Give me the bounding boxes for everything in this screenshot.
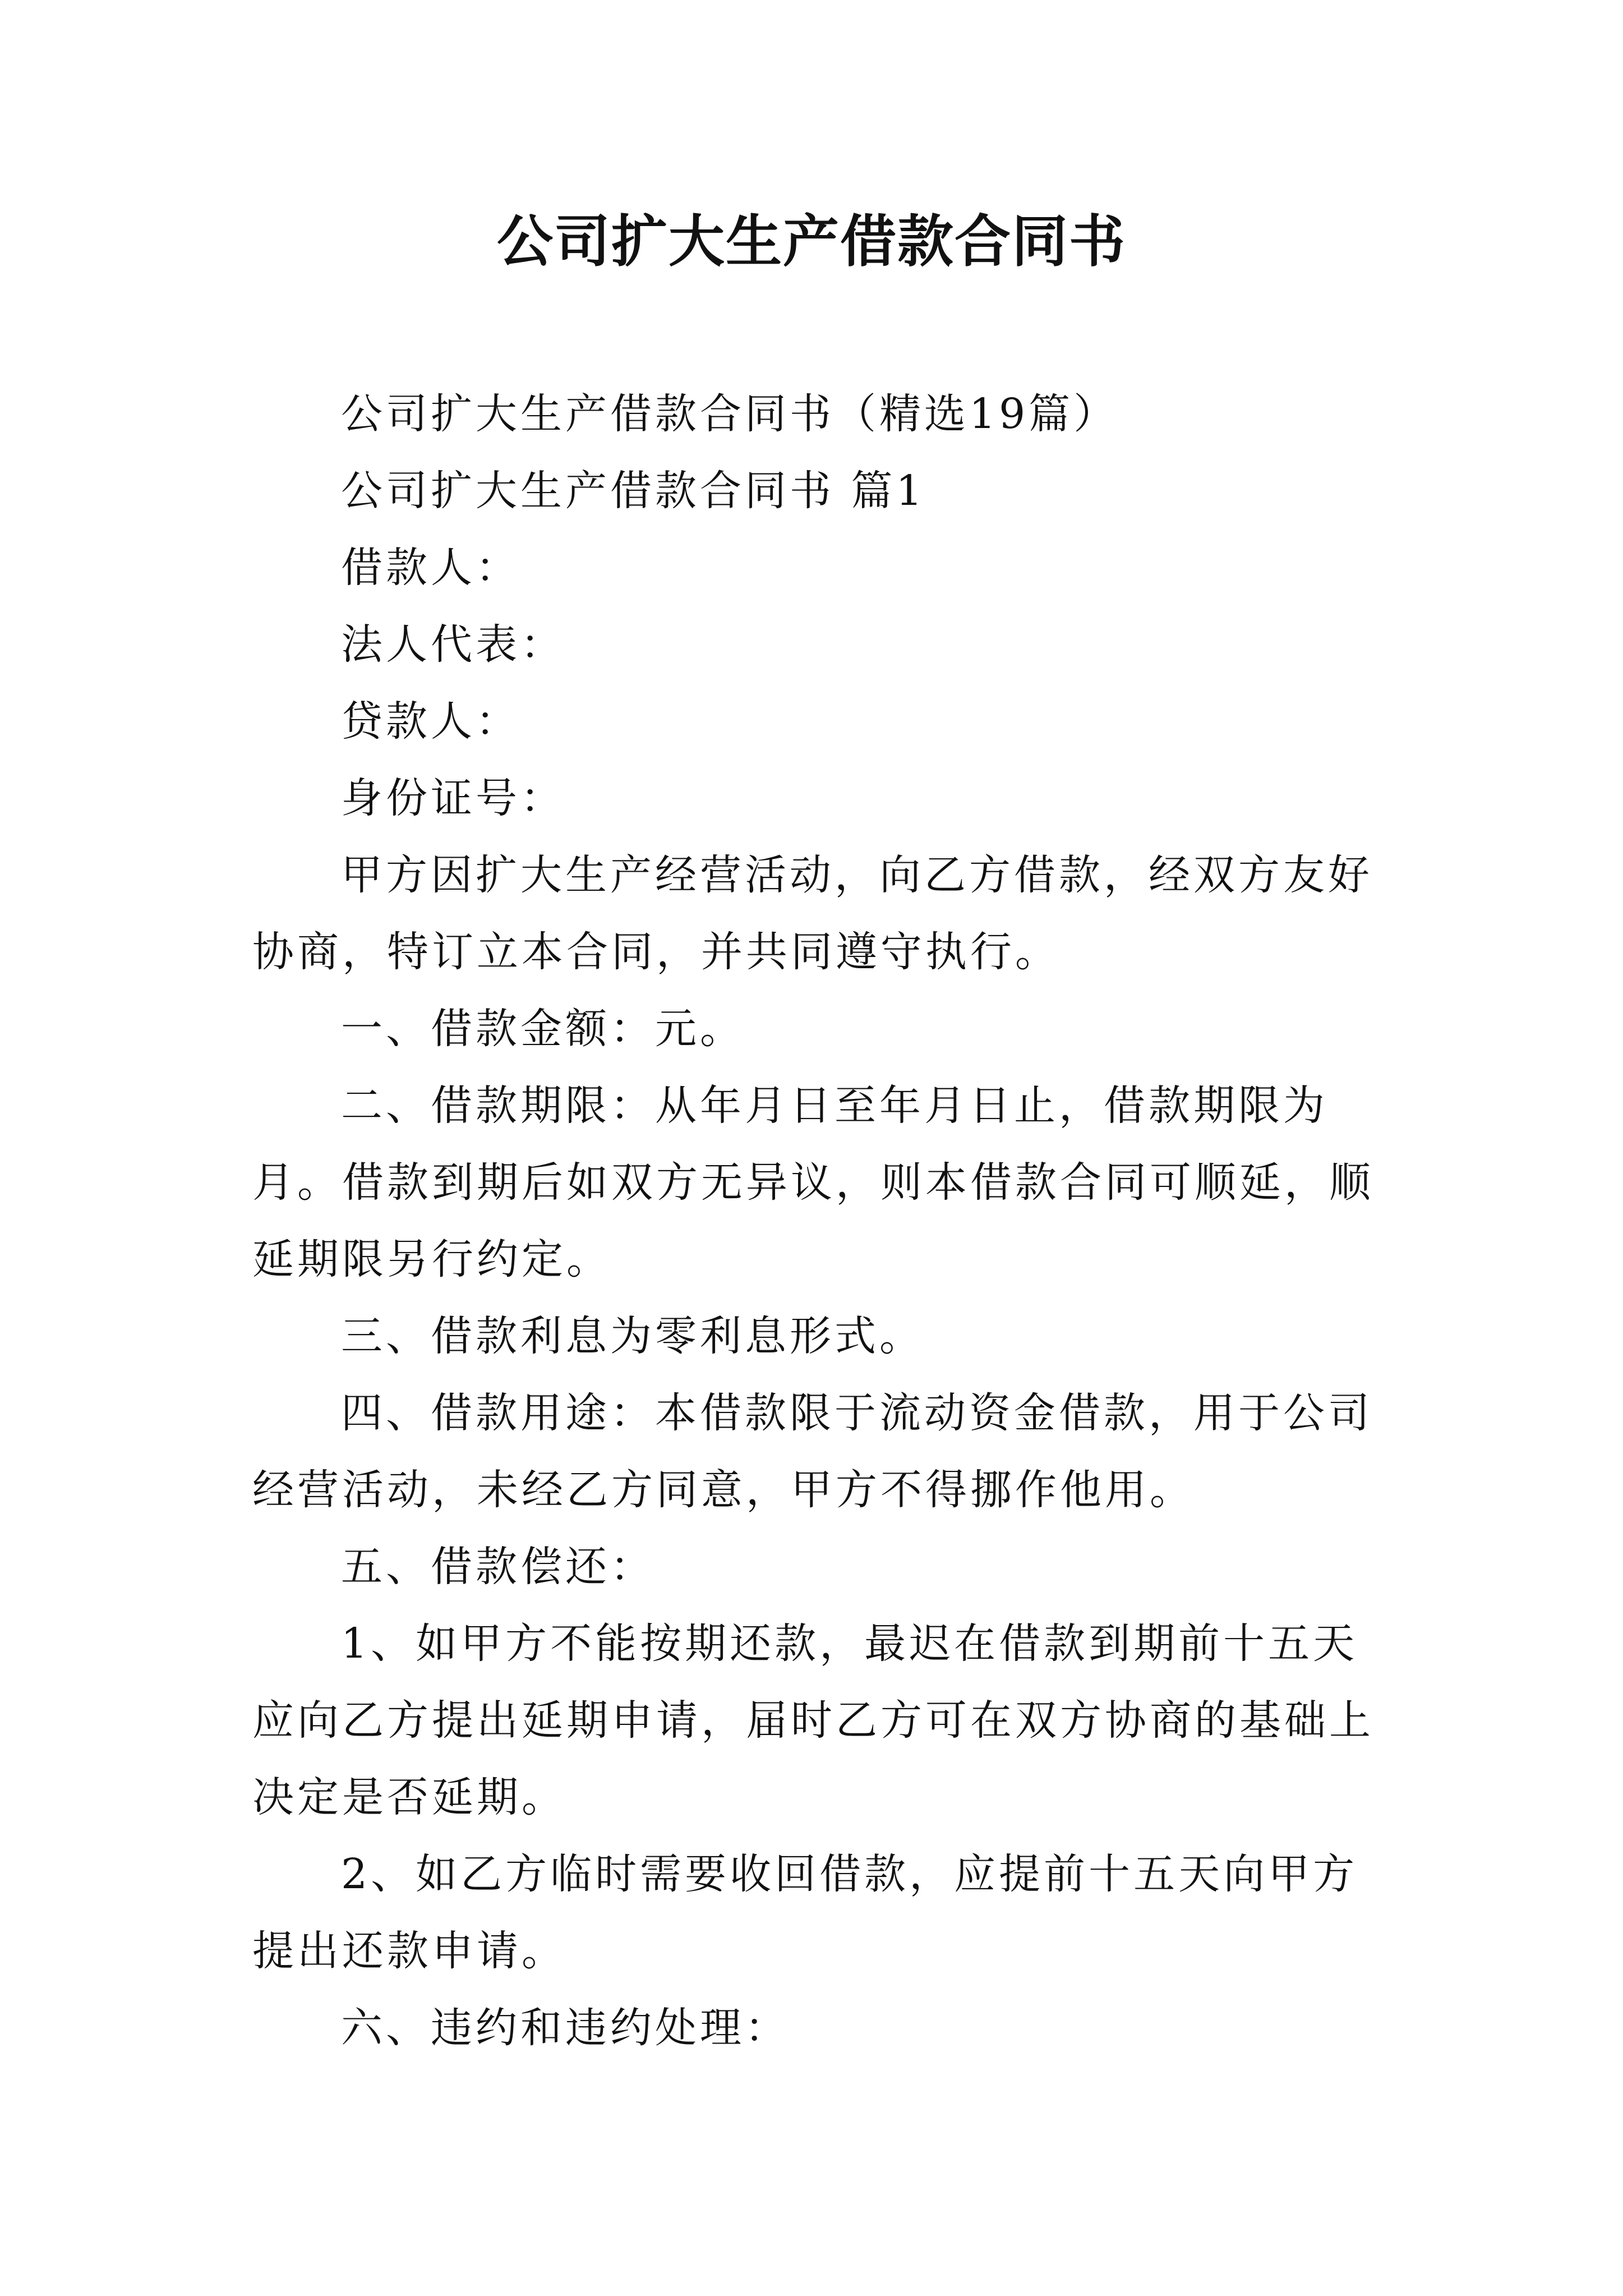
paragraph-clause-term: 二、借款期限：从年月日至年月日止，借款期限为月。借款到期后如双方无异议，则本借款合同可顺延，顺延期限另行约定。 — [252, 1082, 1374, 1283]
paragraph-borrower: 借款人： — [341, 544, 520, 592]
paragraph-clause-breach: 六、违约和违约处理： — [341, 2004, 790, 2052]
document-body — [252, 376, 1385, 2067]
paragraph-clause-amount: 一、借款金额：元。 — [341, 1005, 745, 1053]
paragraph-lender: 贷款人： — [341, 697, 520, 746]
paragraph-clause-repayment: 五、借款偿还： — [341, 1543, 655, 1591]
paragraph-subtitle: 公司扩大生产借款合同书（精选19篇） — [341, 390, 1119, 438]
paragraph-section-heading: 公司扩大生产借款合同书 篇1 — [341, 467, 926, 515]
paragraph-legal-representative: 法人代表： — [341, 620, 565, 669]
paragraph-clause-interest: 三、借款利息为零利息形式。 — [341, 1312, 924, 1360]
document-title: 公司扩大生产借款合同书 — [497, 208, 1126, 274]
paragraph-repayment-item-1: 1、如甲方不能按期还款，最迟在借款到期前十五天应向乙方提出延期申请，届时乙方可在双方协商的基础上决定是否延期。 — [252, 1619, 1374, 1821]
paragraph-preamble: 甲方因扩大生产经营活动，向乙方借款，经双方友好协商，特订立本合同，并共同遵守执行。 — [252, 851, 1373, 976]
paragraph-clause-purpose: 四、借款用途：本借款限于流动资金借款，用于公司经营活动，未经乙方同意，甲方不得挪作他用。 — [252, 1389, 1373, 1514]
paragraph-id-number: 身份证号： — [341, 774, 565, 822]
paragraph-repayment-item-2: 2、如乙方临时需要收回借款，应提前十五天向甲方提出还款申请。 — [252, 1850, 1358, 1975]
